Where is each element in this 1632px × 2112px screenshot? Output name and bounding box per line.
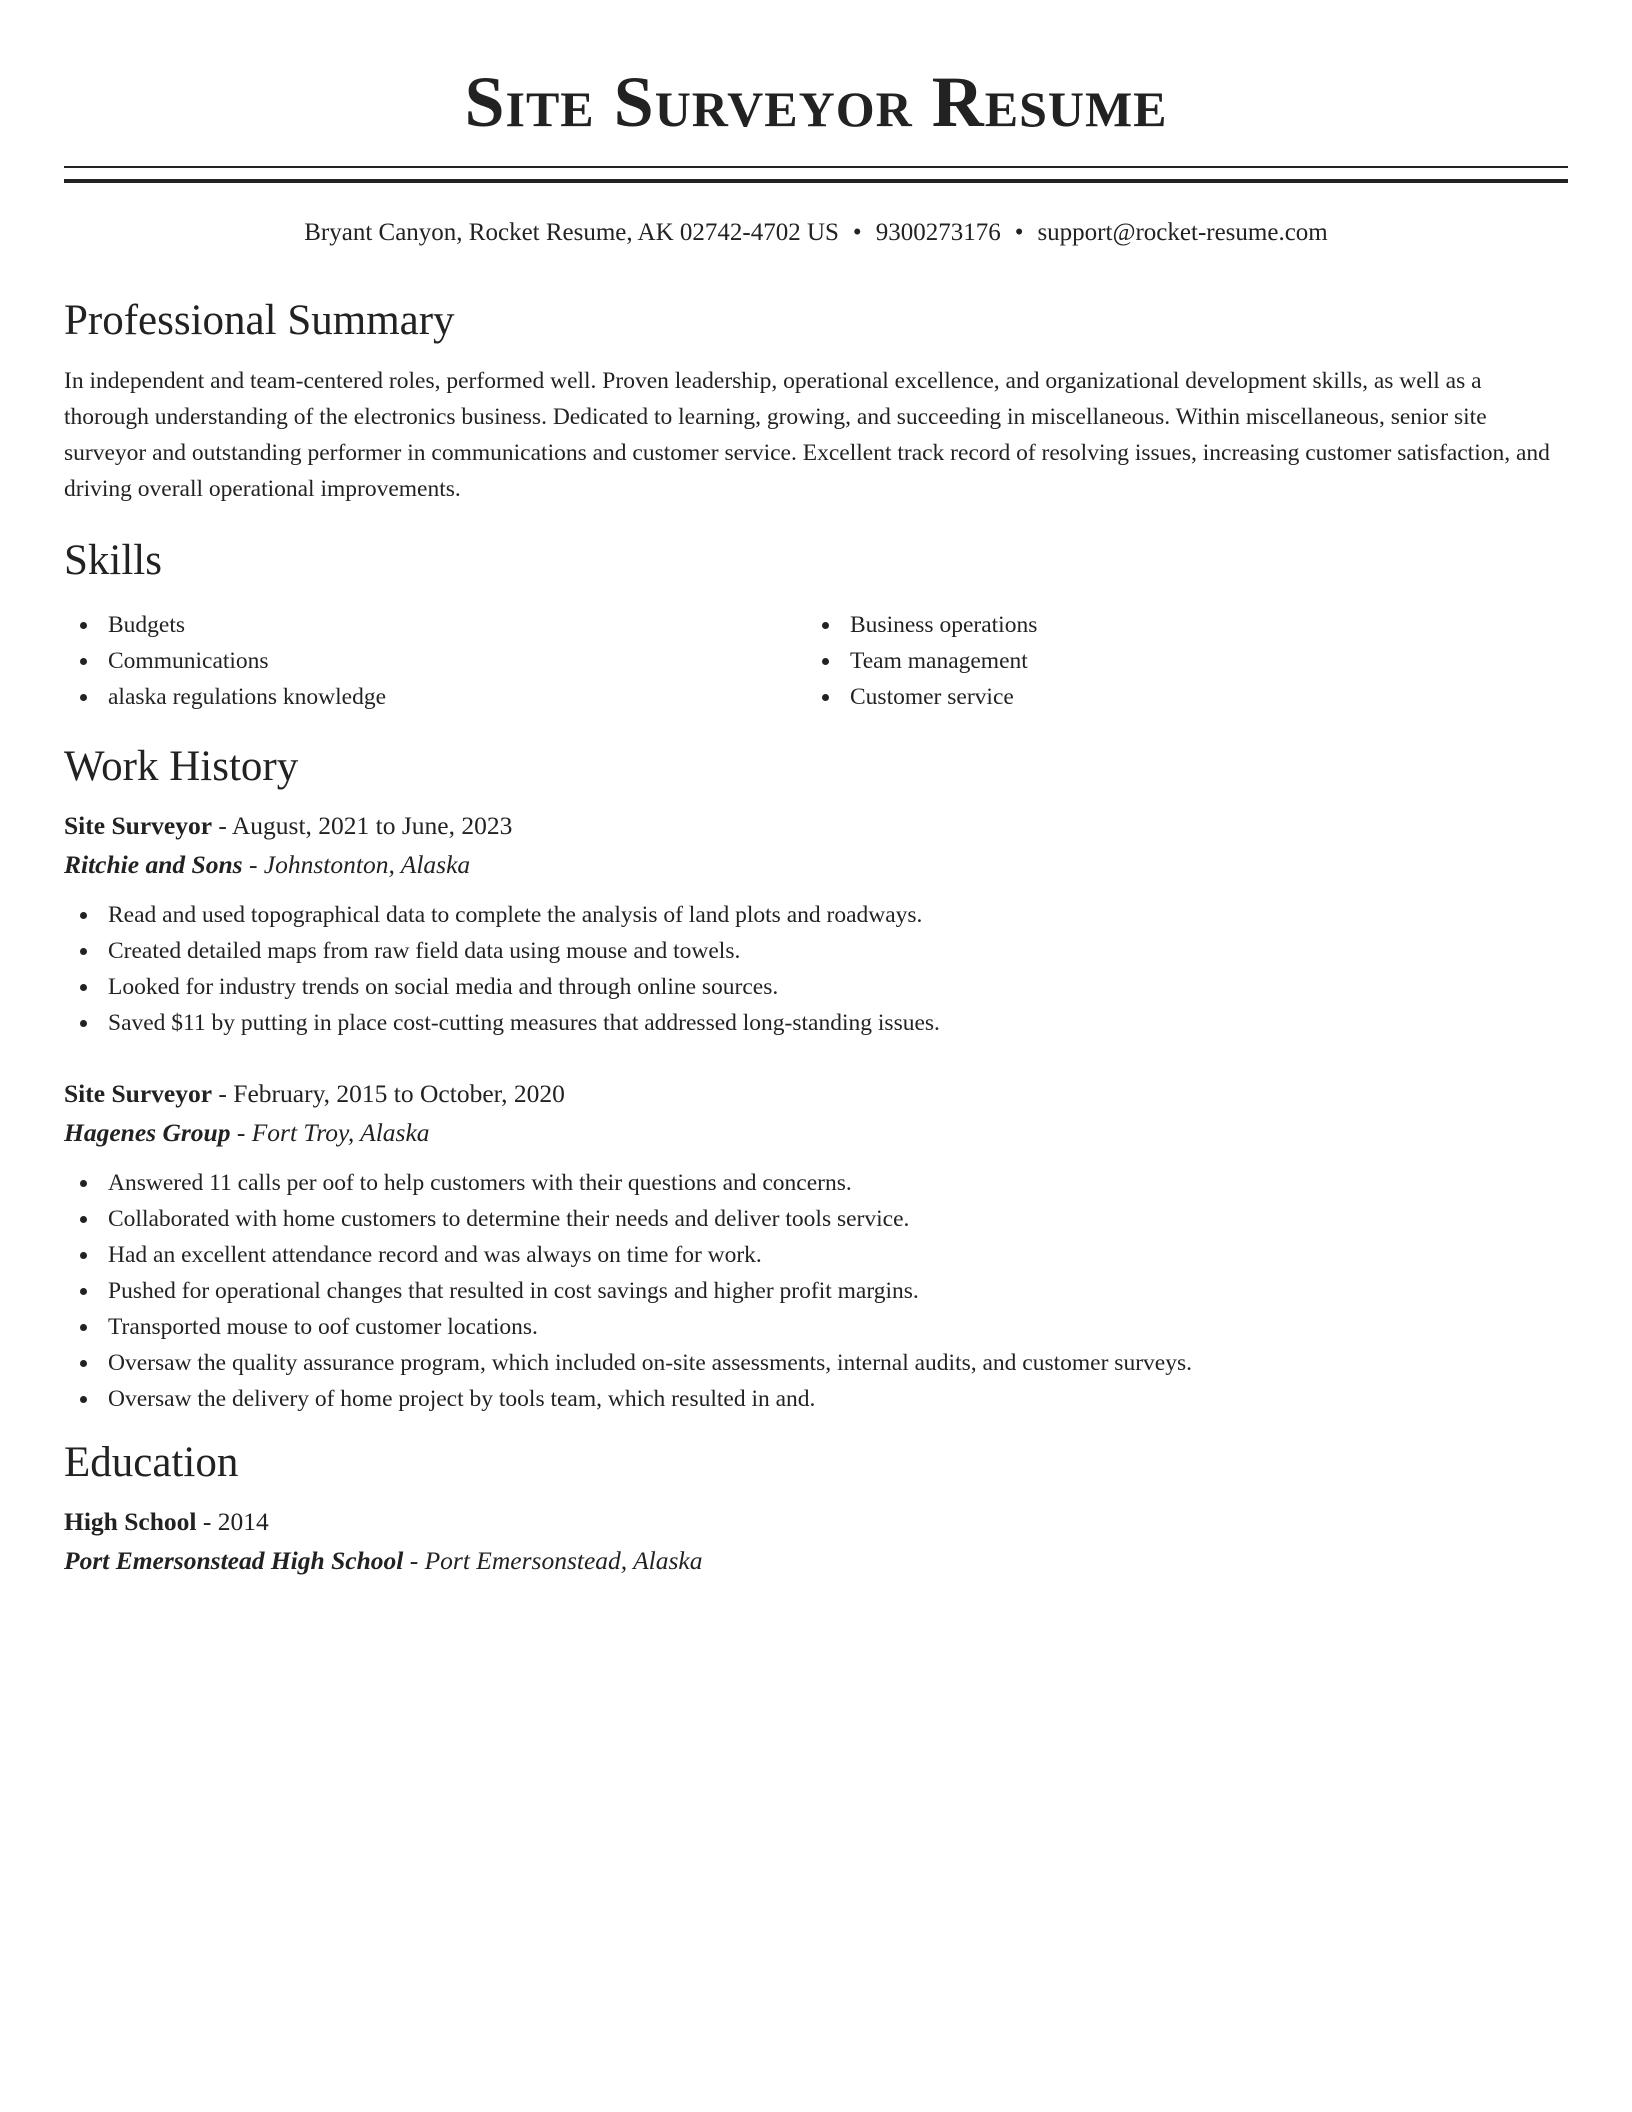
skill-item: Business operations — [806, 607, 1548, 643]
summary-heading: Professional Summary — [64, 297, 455, 344]
job-company-line — [64, 845, 1568, 885]
job-bullet: Saved $11 by putting in place cost-cutting measures that addressed long-standing issues. — [64, 1005, 1568, 1041]
job-bullets — [64, 1165, 1568, 1417]
job-dates: - August, 2021 to June, 2023 — [212, 811, 513, 840]
job-bullet: Oversaw the delivery of home project by tools team, which resulted in and. — [64, 1381, 1568, 1417]
job-bullet: Read and used topographical data to complete the analysis of land plots and roadways. — [64, 897, 1568, 933]
contact-email: support@rocket-resume.com — [1037, 219, 1328, 246]
job-bullet: Pushed for operational changes that resulted in cost savings and higher profit margins. — [64, 1273, 1568, 1309]
job-title-line — [64, 1075, 1568, 1113]
summary-text: In independent and team-centered roles, performed well. Proven leadership, operational excellence, and organizational development skills, as well as a thorough understanding of the electronics business. Dedicated to learning, growing, and succeeding in miscellaneous. Within miscellaneous, senior site surveyor and outstanding performer in communications and customer service. Excellent track record of resolving issues, increasing customer satisfaction, and driving overall operational improvements. — [64, 368, 1550, 502]
skill-item: Communications — [64, 643, 806, 679]
skills-column-right — [806, 607, 1548, 715]
education-degree: High School — [64, 1507, 197, 1536]
job-dates: - February, 2015 to October, 2020 — [212, 1079, 565, 1108]
job-entry — [64, 807, 1568, 1041]
skill-item: Budgets — [64, 607, 806, 643]
contact-separator: • — [1014, 219, 1024, 246]
education-school-line — [64, 1541, 1568, 1581]
skill-item: Team management — [806, 643, 1548, 679]
contact-info — [64, 217, 1568, 249]
contact-separator: • — [852, 219, 862, 246]
education-school: Port Emersonstead High School — [64, 1546, 404, 1575]
skills-column-left — [64, 607, 806, 715]
job-location: - Fort Troy, Alaska — [230, 1118, 430, 1147]
job-company: Hagenes Group — [64, 1118, 231, 1147]
job-title-line — [64, 807, 1568, 845]
title-divider — [64, 166, 1568, 183]
education-year: - 2014 — [196, 1507, 269, 1536]
job-bullet: Answered 11 calls per oof to help customers with their questions and concerns. — [64, 1165, 1568, 1201]
job-bullets — [64, 897, 1568, 1041]
resume-title: Site Surveyor Resume — [464, 62, 1168, 142]
education-degree-line — [64, 1503, 1568, 1541]
job-bullet: Had an excellent attendance record and was always on time for work. — [64, 1237, 1568, 1273]
job-bullet: Collaborated with home customers to determine their needs and deliver tools service. — [64, 1201, 1568, 1237]
job-company-line — [64, 1113, 1568, 1153]
job-position: Site Surveyor — [64, 811, 213, 840]
job-company: Ritchie and Sons — [64, 850, 243, 879]
job-bullet: Created detailed maps from raw field data using mouse and towels. — [64, 933, 1568, 969]
skill-item: alaska regulations knowledge — [64, 679, 806, 715]
skills-heading: Skills — [64, 537, 162, 584]
job-bullet: Oversaw the quality assurance program, which included on-site assessments, internal audits, and customer surveys. — [64, 1345, 1568, 1381]
resume-page — [64, 0, 1568, 1581]
job-bullet: Looked for industry trends on social media and through online sources. — [64, 969, 1568, 1005]
contact-phone: 9300273176 — [875, 219, 1001, 246]
skill-item: Customer service — [806, 679, 1548, 715]
education-entry — [64, 1503, 1568, 1581]
work-history-heading: Work History — [64, 743, 299, 790]
skills-list — [64, 607, 1568, 715]
education-location: - Port Emersonstead, Alaska — [403, 1546, 703, 1575]
contact-address: Bryant Canyon, Rocket Resume, AK 02742-4702 US — [304, 219, 839, 246]
job-location: - Johnstonton, Alaska — [242, 850, 471, 879]
job-position: Site Surveyor — [64, 1079, 213, 1108]
job-entry — [64, 1075, 1568, 1417]
job-bullet: Transported mouse to oof customer locations. — [64, 1309, 1568, 1345]
education-heading: Education — [64, 1439, 239, 1486]
